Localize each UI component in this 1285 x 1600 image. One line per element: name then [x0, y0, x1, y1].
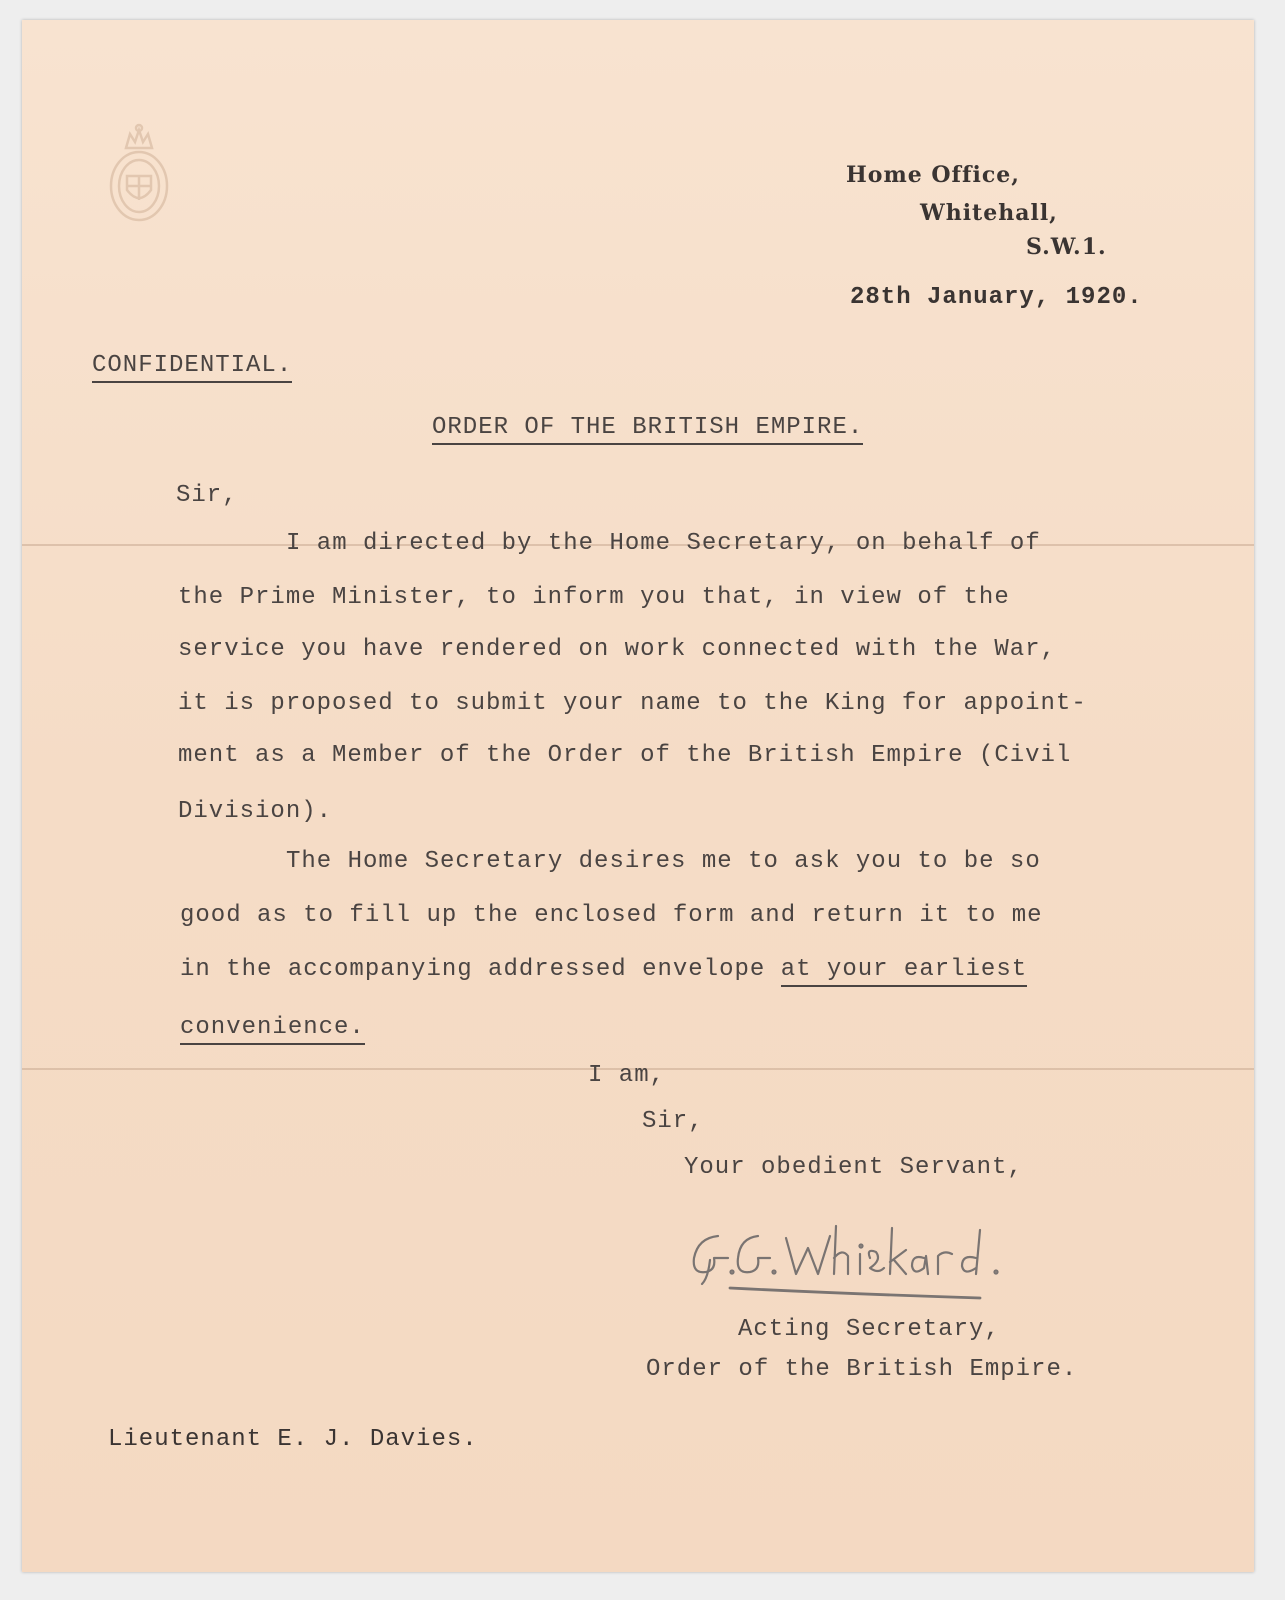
body-line: ment as a Member of the Order of the British Empire (Civil [178, 742, 1072, 769]
subject-wrapper [432, 414, 863, 441]
body-line: it is proposed to submit your name to the King for appoint- [178, 690, 1087, 717]
body-line [180, 956, 1027, 983]
handwritten-signature [670, 1208, 1020, 1308]
body-line: the Prime Minister, to inform you that, in view of the [178, 584, 1010, 611]
emphasis-text: at your earliest [781, 956, 1027, 987]
body-line: service you have rendered on work connected with the War, [178, 636, 1056, 663]
body-line: The Home Secretary desires me to ask you to be so [286, 848, 1041, 875]
closing-line: I am, [588, 1062, 666, 1089]
address-line: Home Office, [846, 162, 1020, 188]
signature-name: G.G. Whiskard [841, 1305, 849, 1306]
letter-date: 28th January, 1920. [850, 284, 1143, 311]
confidential-label: CONFIDENTIAL. [92, 352, 292, 383]
body-line: I am directed by the Home Secretary, on behalf of [286, 530, 1041, 557]
closing-line: Your obedient Servant, [684, 1154, 1023, 1181]
emphasis-text: convenience. [180, 1014, 365, 1045]
signatory-title-line: Acting Secretary, [738, 1316, 1000, 1343]
body-line [180, 1014, 365, 1041]
recipient-name: Lieutenant E. J. Davies. [108, 1426, 478, 1453]
body-line: good as to fill up the enclosed form and return it to me [180, 902, 1043, 929]
body-line: Division). [178, 798, 333, 825]
closing-line: Sir, [642, 1108, 704, 1135]
salutation: Sir, [176, 482, 238, 509]
body-line-text: in the accompanying addressed envelope [180, 956, 766, 983]
royal-crest-emboss-icon [104, 118, 174, 228]
confidential-wrapper [92, 352, 292, 379]
subject-heading: ORDER OF THE BRITISH EMPIRE. [432, 414, 863, 445]
address-line: S.W.1. [1026, 234, 1107, 260]
address-line: Whitehall, [920, 200, 1058, 226]
signatory-title-line: Order of the British Empire. [646, 1356, 1078, 1383]
